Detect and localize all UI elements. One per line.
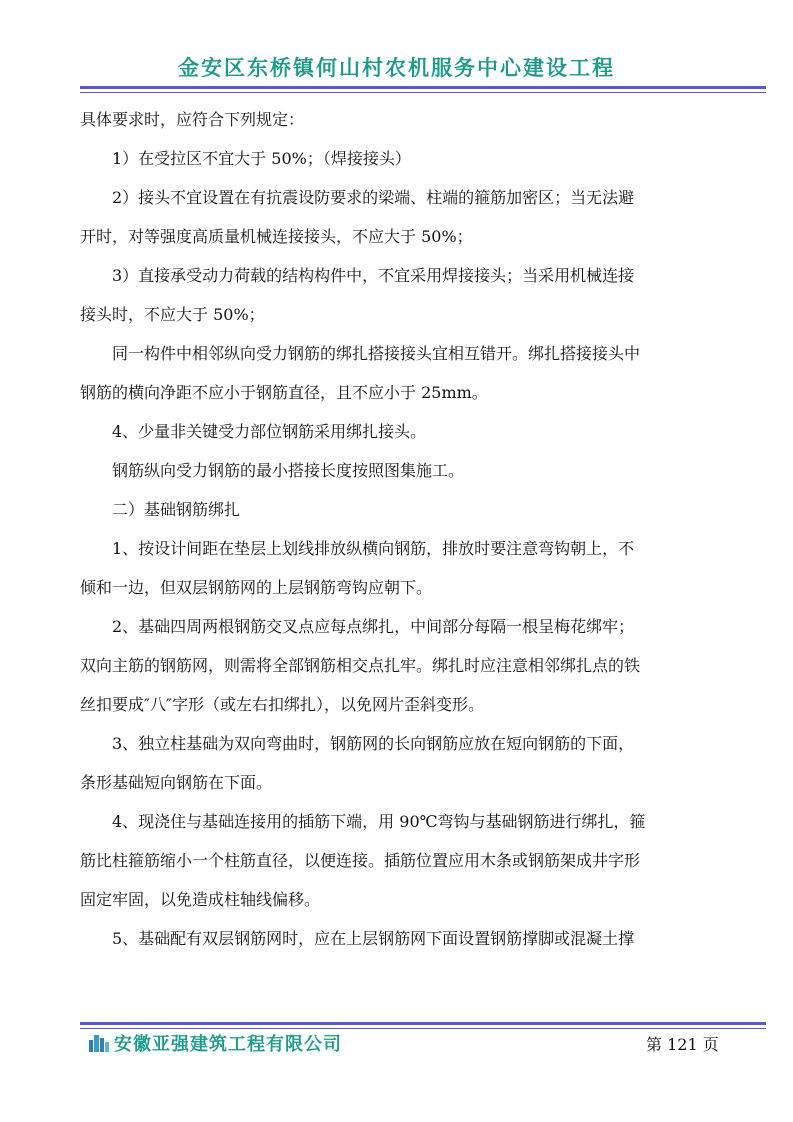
paragraph-line: 丝扣要成″八″字形（或左右扣绑扎），以免网片歪斜变形。 — [80, 695, 484, 714]
paragraph-line: 3）直接承受动力荷载的结构构件中，不宜采用焊接接头；当采用机械连接 — [112, 266, 635, 285]
building-logo-icon — [88, 1032, 110, 1052]
paragraph-line: 接头时，不应大于 50%； — [80, 305, 265, 324]
paragraph-line: 3、独立柱基础为双向弯曲时，钢筋网的长向钢筋应放在短向钢筋的下面， — [112, 734, 635, 753]
paragraph-line: 2）接头不宜设置在有抗震设防要求的梁端、柱端的箍筋加密区；当无法避 — [112, 188, 635, 207]
paragraph-line: 条形基础短向钢筋在下面。 — [80, 773, 273, 792]
paragraph-line: 开时，对等强度高质量机械连接接头，不应大于 50%； — [80, 227, 473, 246]
paragraph-line: 同一构件中相邻纵向受力钢筋的绑扎搭接接头宜相互错开。绑扎搭接接头中 — [112, 344, 641, 363]
paragraph-line: 1、按设计间距在垫层上划线排放纵横向钢筋，排放时要注意弯钩朝上，不 — [112, 539, 635, 558]
paragraph-line: 二）基础钢筋绑扎 — [112, 500, 241, 519]
header-rule-thick — [80, 86, 766, 89]
footer-page-number: 第 121 页 — [646, 1035, 719, 1054]
header-rule-thin — [80, 92, 766, 93]
page-header-title: 金安区东桥镇何山村农机服务中心建设工程 — [178, 55, 615, 80]
paragraph-line: 钢筋纵向受力钢筋的最小搭接长度按照图集施工。 — [112, 461, 465, 480]
paragraph-line: 4、现浇住与基础连接用的插筋下端，用 90℃弯钩与基础钢筋进行绑扎，箍 — [112, 812, 646, 831]
paragraph-line: 倾和一边，但双层钢筋网的上层钢筋弯钩应朝下。 — [80, 578, 433, 597]
footer-company-name: 安徽亚强建筑工程有限公司 — [114, 1034, 342, 1055]
paragraph-line: 1）在受拉区不宜大于 50%；（焊接接头） — [112, 149, 411, 168]
paragraph-line: 双向主筋的钢筋网，则需将全部钢筋相交点扎牢。绑扎时应注意相邻绑扎点的铁 — [80, 656, 641, 675]
footer-rule-thin — [80, 1028, 766, 1029]
footer-rule-thick — [80, 1022, 766, 1025]
paragraph-line: 2、基础四周两根钢筋交叉点应每点绑扎，中间部分每隔一根呈梅花绑牢； — [112, 617, 635, 636]
paragraph-line: 钢筋的横向净距不应小于钢筋直径，且不应小于 25mm。 — [80, 383, 488, 402]
paragraph-line: 固定牢固，以免造成柱轴线偏移。 — [80, 890, 321, 909]
document-body — [80, 100, 720, 958]
paragraph-line: 4、少量非关键受力部位钢筋采用绑扎接头。 — [112, 422, 427, 441]
paragraph-line: 5、基础配有双层钢筋网时，应在上层钢筋网下面设置钢筋撑脚或混凝土撑 — [112, 929, 635, 948]
paragraph-line: 具体要求时，应符合下列规定： — [80, 110, 305, 129]
paragraph-line: 筋比柱箍筋缩小一个柱筋直径，以便连接。插筋位置应用木条或钢筋架成井字形 — [80, 851, 641, 870]
